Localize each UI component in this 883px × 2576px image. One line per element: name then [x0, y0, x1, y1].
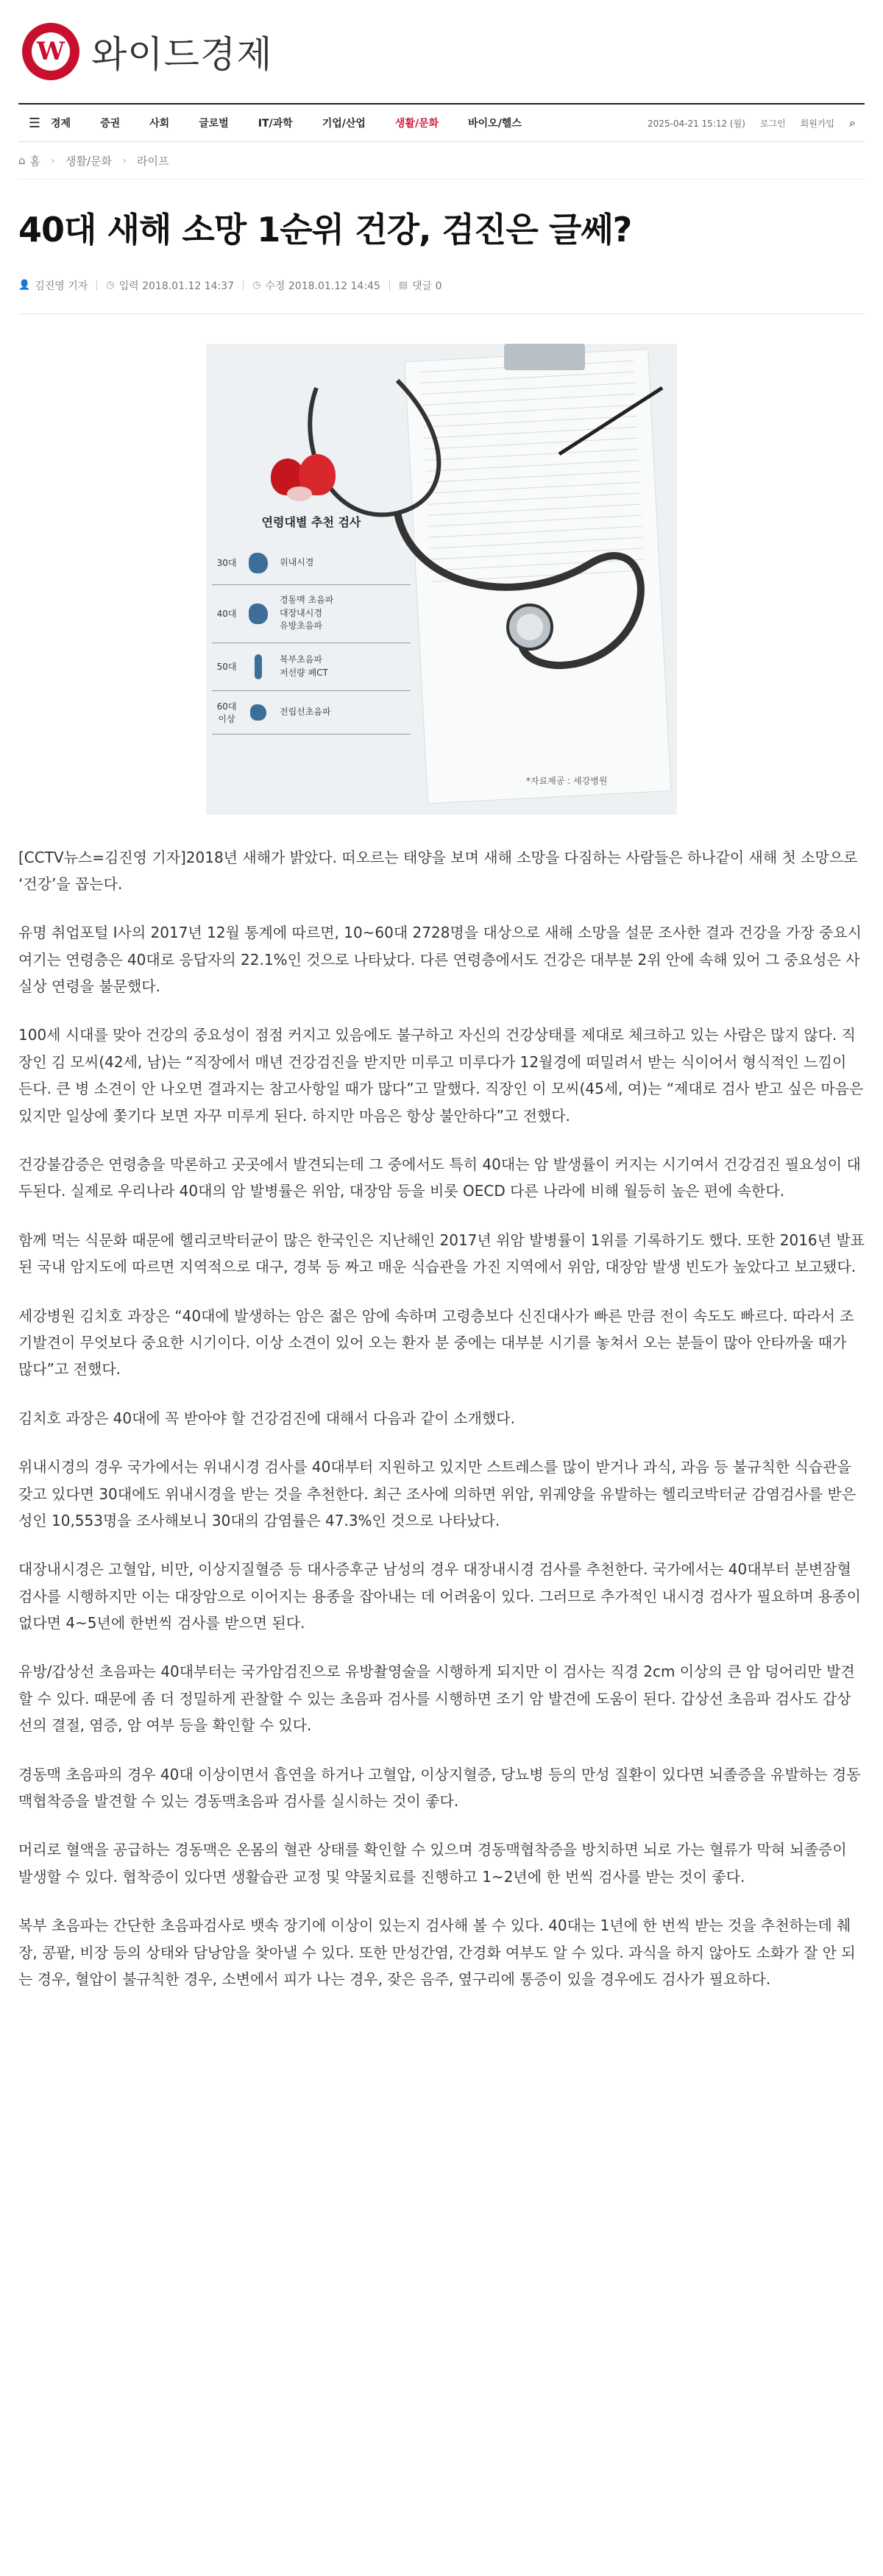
exam-row	[212, 691, 411, 735]
exam-list: 전립선초음파	[280, 706, 331, 717]
nav-item-industry[interactable]: 기업/산업	[322, 118, 366, 130]
article-paragraph: 머리로 혈액을 공급하는 경동맥은 온몸의 혈관 상태를 확인할 수 있으며 경동맥협착증을 방치하면 뇌로 가는 혈류가 막혀 뇌졸증이 발생할 수 있다. 협착증이 있다면 생활습관 교정 및 약물치료를 진행하고 1~2년에 한 번씩 검사를 받는 것이 좋다.	[18, 1841, 847, 1886]
article-paragraph: 100세 시대를 맞아 건강의 중요성이 점점 커지고 있음에도 불구하고 자신의 건강상태를 제대로 체크하고 있는 사람은 많지 않다. 직장인 김 모씨(42세, 남)는 “직장에서 매년 건강검진을 받지만 미루고 미루다가 12월경에 떠밀려서 받는 식이어서 형식적인 느낌이 든다. 큰 병 소견이 안 나오면 결과지는 참고사항일 때가 많다”고 말했다. 직장인 이 모씨(45세, 여)는 “제대로 검사 받고 싶은 마음은 있지만 일상에 쫓기다 보면 자꾸 미루게 된다. 하지만 마음은 항상 불안하다”고 전했다.	[18, 1026, 864, 1125]
user-icon: 👤	[18, 280, 31, 291]
exam-age: 50대	[216, 662, 237, 672]
article-paragraph: 대장내시경은 고혈압, 비만, 이상지질혈증 등 대사증후군 남성의 경우 대장내시경 검사를 추천한다. 국가에서는 40대부터 분변잠혈검사를 시행하지만 이는 대장암으로 이어지는 용종을 잡아내는 데 어려움이 있다. 그러므로 추가적인 내시경 검사가 필요하며 용종이 없다면 4~5년에 한번씩 검사를 받으면 된다.	[18, 1560, 861, 1632]
exam-age: 40대	[216, 609, 237, 619]
article-paragraph: 유방/갑상선 초음파는 40대부터는 국가암검진으로 유방촬영술을 시행하게 되지만 이 검사는 직경 2cm 이상의 큰 암 덩어리만 발견할 수 있다. 때문에 좀 더 정밀하게 관찰할 수 있는 초음파 검사를 시행하면 조기 암 발견에 도움이 된다. 갑상선 초음파 검사도 갑상선의 결절, 염증, 암 여부 등을 확인할 수 있다.	[18, 1663, 855, 1735]
breadcrumb-subsection[interactable]: 라이프	[137, 154, 169, 168]
nav-item-stocks[interactable]: 증권	[100, 118, 121, 130]
chevron-right-icon: ›	[122, 154, 127, 167]
exam-row	[212, 643, 411, 691]
clock-icon: ◷	[252, 280, 261, 291]
site-name[interactable]: 와이드경제	[91, 33, 273, 76]
site-header	[0, 0, 883, 103]
home-icon[interactable]: ⌂	[18, 154, 26, 167]
clock-icon: ◷	[106, 280, 115, 291]
nav-utility	[648, 116, 865, 130]
signup-link[interactable]: 회원가입	[800, 118, 835, 129]
heart-illustration	[271, 454, 337, 506]
article-paragraph: [CCTV뉴스=김진영 기자]2018년 새해가 밝았다. 떠오르는 태양을 보며 새해 소망을 다짐하는 사람들은 하나같이 새해 첫 소망으로 ‘건강’을 꼽는다.	[18, 848, 858, 893]
comment-count[interactable]: 댓글 0	[412, 280, 442, 292]
stomach-icon	[241, 548, 275, 578]
exam-table-title: 연령대별 추천 검사	[261, 514, 361, 529]
exam-age: 30대	[216, 558, 237, 568]
exam-list: 위내시경	[280, 556, 314, 567]
breadcrumb-home[interactable]: 홈	[29, 154, 41, 168]
nav-item-it-science[interactable]: IT/과학	[258, 118, 293, 130]
exam-age: 60대 이상	[216, 701, 237, 724]
comment-icon: ▤	[398, 280, 408, 291]
exam-row	[212, 542, 411, 585]
main-nav	[18, 103, 865, 142]
article-paragraph: 함께 먹는 식문화 때문에 헬리코박터균이 많은 한국인은 지난해인 2017년 위암 발병률이 1위를 기록하기도 했다. 또한 2016년 발표된 국내 암지도에 따르면 지역적으로 대구, 경북 등 짜고 매운 식습관을 가진 지역에서 위암, 대장암 발생 빈도가 높았다고 보고됐다.	[18, 1231, 865, 1276]
logo-letter: W	[32, 32, 70, 71]
menu-icon[interactable]: ☰	[28, 115, 41, 131]
meta-divider	[389, 280, 390, 291]
chevron-right-icon: ›	[51, 154, 56, 167]
nav-item-society[interactable]: 사회	[149, 118, 170, 130]
current-datetime: 2025-04-21 15:12 (월)	[647, 118, 745, 129]
article-body	[18, 844, 865, 1993]
login-link[interactable]: 로그인	[759, 118, 786, 129]
article-image	[206, 344, 677, 815]
nav-item-life-culture[interactable]: 생활/문화	[394, 118, 439, 130]
nav-item-bio-health[interactable]: 바이오/헬스	[468, 118, 522, 130]
article-title: 40대 새해 소망 1순위 건강, 검진은 글쎄?	[18, 210, 632, 250]
article-paragraph: 위내시경의 경우 국가에서는 위내시경 검사를 40대부터 지원하고 있지만 스트레스를 많이 받거나 과식, 과음 등 불규칙한 식습관을 갖고 있다면 30대에도 위내시경을 받는 것을 추천한다. 최근 조사에 의하면 위암, 위궤양을 유발하는 헬리코박터균 감염검사를 받은 성인 10,553명을 조사해보니 30대의 감염률은 47.3%인 것으로 나타났다.	[18, 1458, 857, 1529]
article-paragraph: 유명 취업포털 I사의 2017년 12월 통계에 따르면, 10~60대 2728명을 대상으로 새해 소망을 설문 조사한 결과 건강을 가장 중요시 여기는 연령층은 40대로 응답자의 22.1%인 것으로 나타났다. 다른 연령층에서도 건강은 대부분 2위 안에 속해 있어 그 중요성은 사실상 연령을 불문했다.	[18, 924, 862, 996]
meta-divider	[96, 280, 97, 291]
nav-item-economy[interactable]: 경제	[51, 118, 71, 130]
prostate-icon	[241, 698, 275, 727]
exam-list: 복부초음파 저선량 폐CT	[280, 654, 328, 678]
article-paragraph: 세강병원 김치호 과장은 “40대에 발생하는 암은 젊은 암에 속하며 고령층보다 신진대사가 빠른 만큼 전이 속도도 빠르다. 따라서 조기발견이 무엇보다 중요한 시기이다. 이상 소견이 있어 오는 환자 분 중에는 대부분 시기를 놓쳐서 오는 분들이 많아 안타까울 때가 많다”고 전했다.	[18, 1306, 854, 1379]
modified-date: 수정 2018.01.12 14:45	[265, 280, 380, 292]
intestine-icon	[241, 599, 275, 629]
recommended-exams-table	[212, 513, 411, 735]
article-paragraph: 경동맥 초음파의 경우 40대 이상이면서 흡연을 하거나 고혈압, 이상지혈증, 당뇨병 등의 만성 질환이 있다면 뇌졸증을 유발하는 경동맥협착증을 발견할 수 있는 경동맥초음파 검사를 실시하는 것이 좋다.	[18, 1765, 861, 1811]
breadcrumb-section[interactable]: 생활/문화	[65, 154, 113, 168]
article-meta	[18, 278, 865, 314]
breadcrumb	[18, 142, 865, 180]
meta-divider	[243, 280, 244, 291]
article-paragraph: 건강불감증은 연령층을 막론하고 곳곳에서 발견되는데 그 중에서도 특히 40대는 암 발생률이 커지는 시기여서 건강검진 필요성이 대두된다. 실제로 우리나라 40대의 암 발병률은 위암, 대장암 등을 비롯 OECD 다른 나라에 비해 월등히 높은 편에 속한다.	[18, 1156, 861, 1200]
article-paragraph: 복부 초음파는 간단한 초음파검사로 뱃속 장기에 이상이 있는지 검사해 볼 수 있다. 40대는 1년에 한 번씩 받는 것을 추천하는데 췌장, 콩팥, 비장 등의 상태와 담낭암을 찾아낼 수 있다. 또한 만성간염, 간경화 여부도 알 수 있다. 과식을 하지 않아도 소화가 잘 안 되는 경우, 혈압이 불규칙한 경우, 소변에서 피가 나는 경우, 잦은 음주, 옆구리에 통증이 있을 경우에도 검사가 필요하다.	[18, 1917, 856, 1988]
bone-icon	[241, 652, 275, 682]
article-paragraph: 김치호 과장은 40대에 꼭 받아야 할 건강검진에 대해서 다음과 같이 소개했다.	[18, 1409, 515, 1427]
image-credit: *자료제공 : 세강병원	[526, 775, 608, 786]
reporter-name[interactable]: 김진영 기자	[35, 280, 88, 292]
published-date: 입력 2018.01.12 14:37	[118, 280, 235, 292]
nav-item-global[interactable]: 글로벌	[199, 118, 229, 130]
search-icon[interactable]: ⌕	[849, 116, 856, 130]
exam-list: 경동맥 초음파 대장내시경 유방초음파	[280, 595, 334, 631]
exam-row	[212, 585, 411, 643]
site-logo-icon[interactable]	[22, 23, 79, 80]
